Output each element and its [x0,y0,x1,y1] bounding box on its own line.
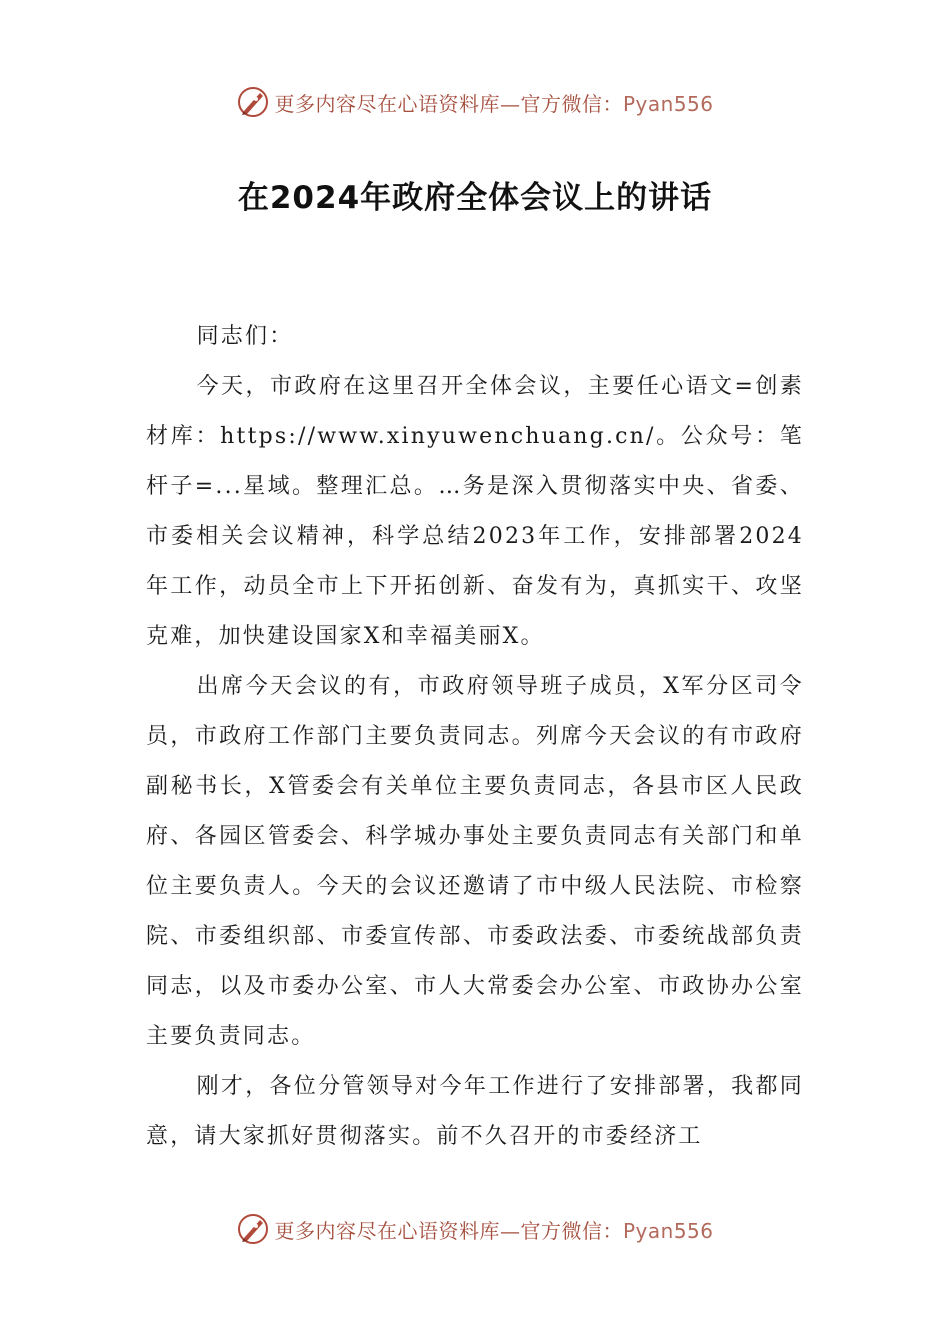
pen-logo-icon [236,85,270,119]
document-title: 在2024年政府全体会议上的讲话 [237,180,713,216]
watermark-banner-top [0,82,950,122]
pen-logo-icon [236,1212,270,1246]
paragraph: 出席今天会议的有，市政府领导班子成员，X军分区司令员，市政府工作部门主要负责同志。列席今天会议的有市政府副秘书长，X管委会有关单位主要负责同志，各县市区人民政府、各园区管委会、科学城办事处主要负责同志有关部门和单位主要负责人。今天的会议还邀请了市中级人民法院、市检察院、市委组织部、市委宣传部、市委政法委、市委统战部负责同志，以及市委办公室、市人大常委会办公室、市政协办公室主要负责同志。 [146,674,804,1049]
paragraph: 今天，市政府在这里召开全体会议，主要任心语文=创素材库：https://www.xinyuwenchuang.cn/。公众号：笔杆子=...星域。整理汇总。…务是深入贯彻落实中央、省委、市委相关会议精神，科学总结2023年工作，安排部署2024年工作，动员全市上下开拓创新、奋发有为，真抓实干、攻坚克难，加快建设国家X和幸福美丽X。 [146,374,804,649]
watermark-banner-bottom [0,1209,950,1249]
paragraph: 刚才，各位分管领导对今年工作进行了安排部署，我都同意，请大家抓好贯彻落实。前不久召开的市委经济工 [146,1074,804,1149]
watermark-text: 更多内容尽在心语资料库—官方微信：Pyan556 [274,1218,714,1243]
document-body [146,312,804,1162]
watermark-text: 更多内容尽在心语资料库—官方微信：Pyan556 [274,91,714,116]
salutation: 同志们： [196,324,294,349]
